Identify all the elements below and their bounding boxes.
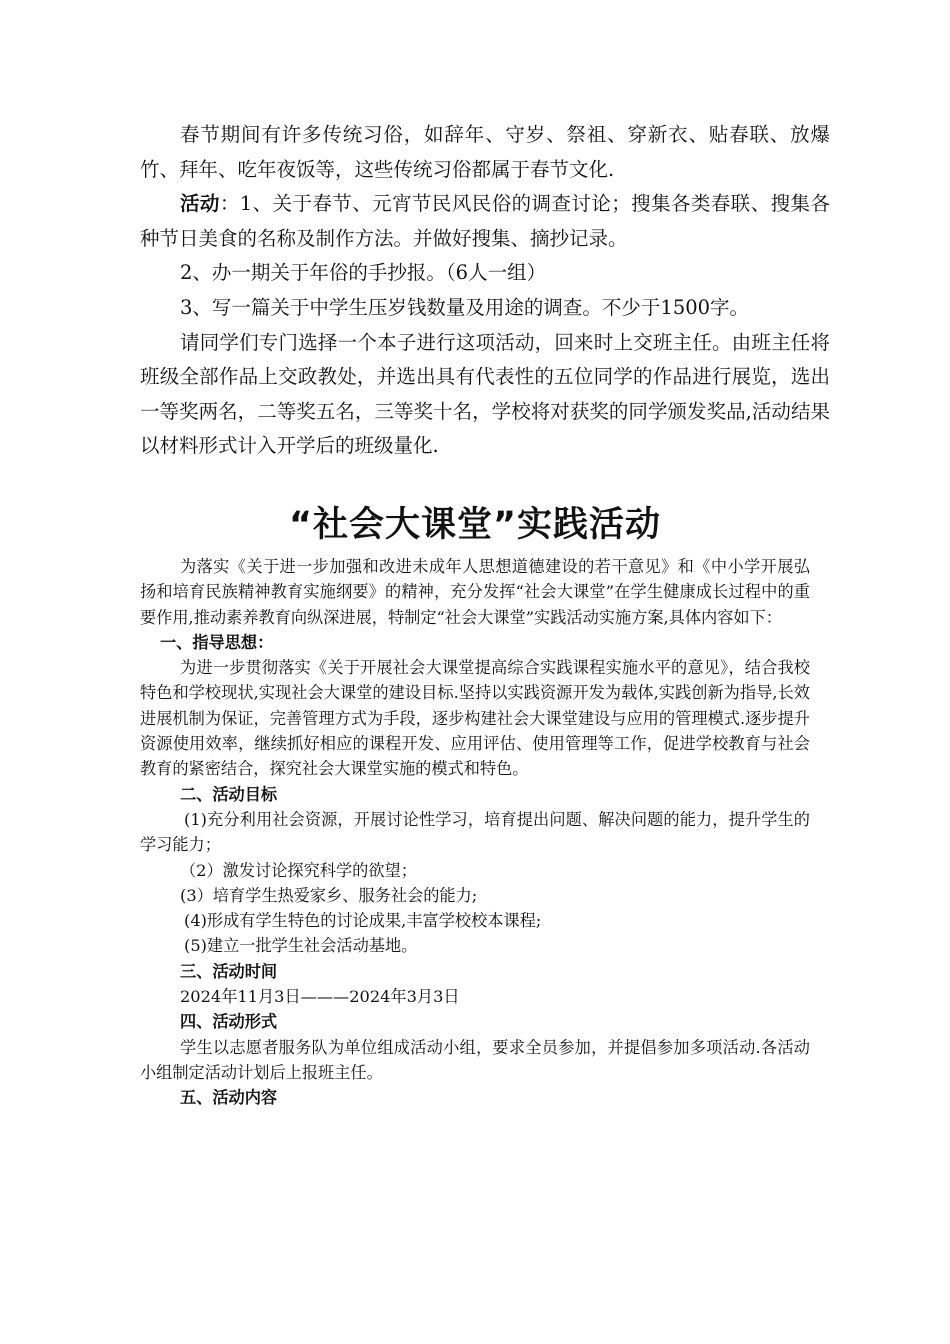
heading-activity-form: 四、活动形式 [180,1012,278,1032]
activity-time-text: 2024年11月3日———2024年3月3日 [180,987,460,1007]
goal-item: （2）激发讨论探究科学的欲望； [180,860,417,880]
activity-text: ：1、关于春节、元宵节民风民俗的调查讨论；搜集各类春联、搜集各种节日美食的名称及制作方法。并做好搜集、摘抄记录。 [140,192,830,250]
goal-item: (5)建立一批学生社会活动基地。 [184,936,418,956]
heading-activity-goals: 二、活动目标 [180,784,278,804]
goal-item: (3）培育学生热爱家乡、服务社会的能力; [180,885,478,905]
activity-form-text: 学生以志愿者服务队为单位组成活动小组，要求全员参加，并提倡参加多项活动.各活动小组制定活动计划后上报班主任。 [140,1037,810,1082]
heading-activity-time: 三、活动时间 [180,961,278,981]
activity-item-2: 2、办一期关于年俗的手抄报。（6人一组） [180,261,547,285]
social-classroom-section [140,554,810,1111]
activity-paragraph [140,187,830,256]
spring-festival-intro: 春节期间有许多传统习俗，如辞年、守岁、祭祖、穿新衣、贴春联、放爆竹、拜年、吃年夜饭等，这些传统习俗都属于春节文化. [140,123,830,181]
page-title: “社会大课堂”实践活动 [288,505,661,545]
heading-guiding-ideology: 一、指导思想： [160,632,274,652]
heading-activity-content: 五、活动内容 [180,1088,278,1108]
submission-paragraph: 请同学们专门选择一个本子进行这项活动，回来时上交班主任。由班主任将班级全部作品上交政教处，并选出具有代表性的五位同学的作品进行展览，选出一等奖两名，二等奖五名，三等奖十名，学校将对获奖的同学颁发奖品,活动结果以材料形式计入开学后的班级量化. [140,330,830,458]
activity-label: 活动 [180,192,220,216]
intro-paragraph: 为落实《关于进一步加强和改进未成年人思想道德建设的若干意见》和《中小学开展弘扬和培育民族精神教育实施纲要》的精神，充分发挥“社会大课堂”在学生健康成长过程中的重要作用,推动素养教育向纵深进展，特制定“社会大课堂”实践活动实施方案,具体内容如下： [140,557,810,627]
spring-festival-section [140,118,830,464]
goal-item: (4)形成有学生特色的讨论成果,丰富学校校本课程; [184,911,542,931]
guiding-ideology-text: 为进一步贯彻落实《关于开展社会大课堂提高综合实践课程实施水平的意见》，结合我校特色和学校现状,实现社会大课堂的建设目标.坚持以实践资源开发为载体,实践创新为指导,长效进展机制为保证，完善管理方式为手段，逐步构建社会大课堂建设与应用的管理模式.逐步提升资源使用效率，继续抓好相应的课程开发、应用评估、使用管理等工作，促进学校教育与社会教育的紧密结合，探究社会大课堂实施的模式和特色。 [140,658,810,779]
activity-item-3: 3、写一篇关于中学生压岁钱数量及用途的调查。不少于1500字。 [180,295,750,319]
goal-item: (1)充分利用社会资源，开展讨论性学习，培育提出问题、解决问题的能力，提升学生的学习能力； [140,809,810,855]
